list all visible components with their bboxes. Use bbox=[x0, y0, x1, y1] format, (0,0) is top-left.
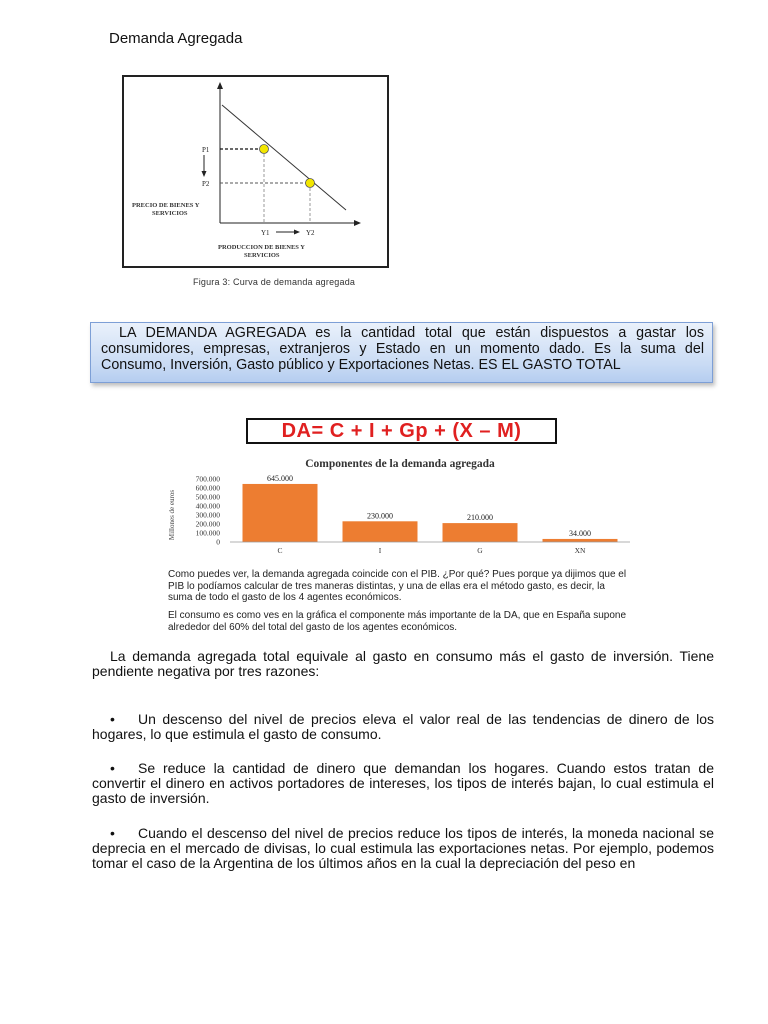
y-tick-label: 100.000 bbox=[195, 528, 220, 538]
y-axis-label-1: PRECIO DE BIENES Y bbox=[132, 202, 200, 209]
demand-line bbox=[222, 105, 346, 210]
y-tick-label: 700.000 bbox=[195, 474, 220, 484]
bullet-text-1: Un descenso del nivel de precios eleva el valor real de las tendencias de dinero de los hogares, lo que estimula el gasto de consumo. bbox=[92, 711, 714, 742]
y-axis-arrow-icon bbox=[217, 82, 223, 89]
chart-title: Componentes de la demanda agregada bbox=[305, 458, 495, 470]
document-title: Demanda Agregada bbox=[109, 30, 243, 47]
p2-label: P2 bbox=[202, 180, 210, 188]
bullet-text-2: Se reduce la cantidad de dinero que demandan los hogares. Cuando estos tratan de convertir el dinero en activos portadores de intereses, los tipos de interés bajan, lo cual estimula el gasto de inversión. bbox=[92, 760, 714, 806]
bar-value-label: 210.000 bbox=[467, 513, 493, 523]
bullet-item-2 bbox=[92, 761, 714, 806]
category-label: C bbox=[277, 546, 283, 555]
components-bar-chart bbox=[162, 455, 640, 560]
category-label: I bbox=[378, 546, 382, 555]
bullet-icon: • bbox=[110, 825, 115, 841]
y-tick-label: 0 bbox=[216, 537, 220, 547]
p1-label: P1 bbox=[202, 146, 210, 154]
bar-value-label: 230.000 bbox=[367, 511, 393, 521]
bullet-icon: • bbox=[110, 760, 115, 776]
bar-value-label: 34.000 bbox=[569, 528, 591, 538]
category-label: XN bbox=[574, 546, 586, 555]
point-p1-y1 bbox=[260, 145, 269, 154]
quantity-arrow-head-icon bbox=[294, 230, 300, 235]
y-tick-label: 600.000 bbox=[195, 483, 220, 493]
demand-curve-svg bbox=[124, 77, 387, 266]
y-axis-label-2: SERVICIOS bbox=[152, 210, 188, 217]
x-axis-arrow-icon bbox=[354, 220, 361, 226]
bullet-icon: • bbox=[110, 711, 115, 727]
bar-i bbox=[343, 521, 418, 542]
y1-label: Y1 bbox=[261, 229, 270, 237]
intro-paragraph bbox=[92, 649, 714, 679]
intro-text: La demanda agregada total equivale al gasto en consumo más el gasto de inversión. Tiene pendiente negativa por tres razones: bbox=[92, 648, 714, 679]
bar-c bbox=[243, 484, 318, 542]
y-tick-label: 400.000 bbox=[195, 501, 220, 511]
chart-note-consumo: El consumo es como ves en la gráfica el componente más importante de la DA, que en España supone alrededor del 60% del total del gasto de los agentes económicos. bbox=[168, 610, 627, 633]
point-p2-y2 bbox=[306, 179, 315, 188]
chart-note-pib: Como puedes ver, la demanda agregada coincide con el PIB. ¿Por qué? Pues porque ya dijimos que el PIB lo podíamos calcular de tres maneras distintas, y una de ellas era el método gasto, es decir, la suma de todo el gasto de los 4 agentes económicos. bbox=[168, 569, 627, 603]
bullet-text-3: Cuando el descenso del nivel de precios reduce los tipos de interés, la moneda nacional se deprecia en el mercado de divisas, lo cual estimula las exportaciones netas. Por ejemplo, podemos tomar el caso de la Argentina de los últimos años en la cual la depreciación del peso en bbox=[92, 825, 714, 871]
definition-text: LA DEMANDA AGREGADA es la cantidad total que están dispuestos a gastar los consumidores, empresas, extranjeros y Estado en un momento dado. Es la suma del Consumo, Inversión, Gasto público y Exportaciones Netas. ES EL GASTO TOTAL bbox=[101, 325, 704, 373]
bullet-item-1 bbox=[92, 712, 714, 742]
bar-value-label: 645.000 bbox=[267, 473, 293, 483]
figure-caption: Figura 3: Curva de demanda agregada bbox=[193, 277, 356, 287]
x-axis-label-1: PRODUCCION DE BIENES Y bbox=[218, 244, 305, 251]
y2-label: Y2 bbox=[306, 229, 315, 237]
bar-xn bbox=[543, 539, 618, 542]
demand-curve-figure bbox=[122, 75, 389, 268]
definition-box bbox=[90, 322, 713, 383]
x-axis-label-2: SERVICIOS bbox=[244, 252, 280, 259]
y-tick-label: 200.000 bbox=[195, 519, 220, 529]
formula-box: DA= C + I + Gp + (X – M) bbox=[246, 418, 557, 444]
category-label: G bbox=[477, 546, 483, 555]
price-arrow-head-icon bbox=[202, 171, 207, 177]
chart-y-axis-label: Millones de euros bbox=[168, 489, 176, 541]
y-tick-label: 300.000 bbox=[195, 510, 220, 520]
bar-g bbox=[443, 523, 518, 542]
y-tick-label: 500.000 bbox=[195, 492, 220, 502]
bullet-item-3 bbox=[92, 826, 714, 871]
